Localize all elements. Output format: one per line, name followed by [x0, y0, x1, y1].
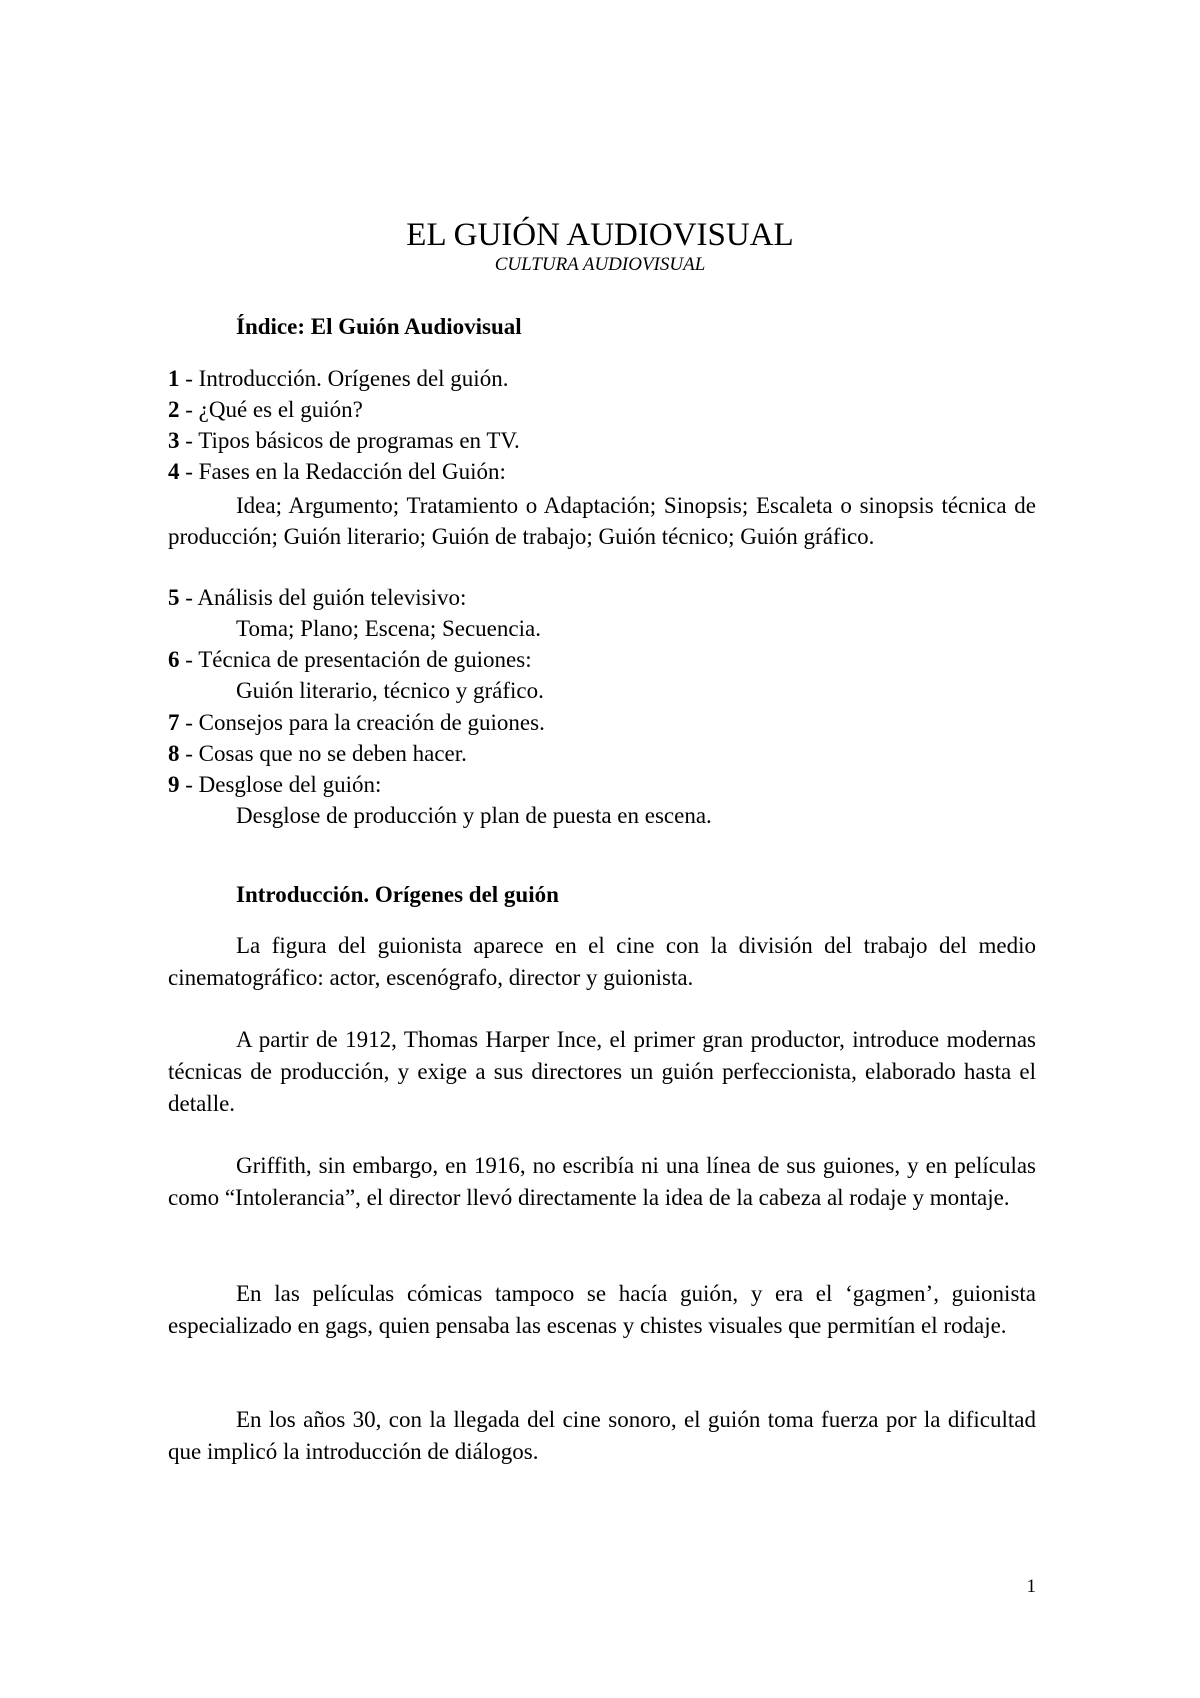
index-heading: Índice: El Guión Audiovisual — [236, 314, 522, 339]
paragraph-text: A partir de 1912, Thomas Harper Ince, el primer gran productor, introduce modernas técnicas de producción, y exige a sus directores un guión perfeccionista, elaborado hasta el detalle. — [168, 1027, 1036, 1116]
index-item-number: 9 — [168, 772, 180, 797]
paragraph — [168, 1024, 1036, 1120]
paragraph — [168, 1278, 1036, 1342]
index-item-4-subitems — [168, 490, 1036, 552]
section-heading: Introducción. Orígenes del guión — [236, 882, 559, 907]
paragraph-text: La figura del guionista aparece en el cine con la división del trabajo del medio cinematográfico: actor, escenógrafo, director y guionista. — [168, 933, 1036, 990]
index-item — [168, 364, 508, 394]
index-item-text: - Técnica de presentación de guiones: — [179, 647, 532, 672]
paragraph-text: Griffith, sin embargo, en 1916, no escribía ni una línea de sus guiones, y en películas como “Intolerancia”, el director llevó directamente la idea de la cabeza al rodaje y montaje. — [168, 1153, 1036, 1210]
index-item-number: 2 — [168, 397, 180, 422]
index-item-text: - Introducción. Orígenes del guión. — [179, 366, 509, 391]
index-item-number: 1 — [168, 366, 180, 391]
index-item — [168, 708, 545, 738]
index-item — [168, 426, 520, 456]
document-title: EL GUIÓN AUDIOVISUAL — [406, 217, 794, 253]
index-subitem-text: Idea; Argumento; Tratamiento o Adaptación; Sinopsis; Escaleta o sinopsis técnica de producción; Guión literario; Guión de trabajo; Guión técnico; Guión gráfico. — [168, 493, 1036, 549]
index-item-text: - Fases en la Redacción del Guión: — [179, 459, 506, 484]
index-item-text: - ¿Qué es el guión? — [179, 397, 363, 422]
index-subitem: Toma; Plano; Escena; Secuencia. — [236, 616, 541, 641]
index-item-text: - Análisis del guión televisivo: — [179, 585, 467, 610]
paragraph — [168, 930, 1036, 994]
paragraph-text: En las películas cómicas tampoco se hacía guión, y era el ‘gagmen’, guionista especializado en gags, quien pensaba las escenas y chistes visuales que permitían el rodaje. — [168, 1281, 1036, 1338]
index-subitem: Guión literario, técnico y gráfico. — [236, 678, 544, 703]
paragraph — [168, 1150, 1036, 1214]
index-item-number: 8 — [168, 741, 180, 766]
paragraph-text: En los años 30, con la llegada del cine sonoro, el guión toma fuerza por la dificultad que implicó la introducción de diálogos. — [168, 1407, 1036, 1464]
page-number: 1 — [1026, 1576, 1036, 1597]
index-item-number: 3 — [168, 428, 180, 453]
paragraph — [168, 1404, 1036, 1468]
index-item-text: - Cosas que no se deben hacer. — [179, 741, 467, 766]
index-item — [168, 645, 532, 675]
index-item-number: 6 — [168, 647, 180, 672]
index-item-number: 7 — [168, 710, 180, 735]
index-item — [168, 770, 381, 800]
index-item-text: - Tipos básicos de programas en TV. — [179, 428, 520, 453]
index-item-number: 5 — [168, 585, 180, 610]
index-item — [168, 583, 466, 613]
index-item — [168, 395, 363, 425]
index-item — [168, 457, 506, 487]
index-item-number: 4 — [168, 459, 180, 484]
index-item-text: - Desglose del guión: — [179, 772, 382, 797]
document-subtitle: CULTURA AUDIOVISUAL — [494, 254, 706, 275]
index-item — [168, 739, 467, 769]
index-item-text: - Consejos para la creación de guiones. — [179, 710, 545, 735]
index-subitem: Desglose de producción y plan de puesta en escena. — [236, 803, 712, 828]
